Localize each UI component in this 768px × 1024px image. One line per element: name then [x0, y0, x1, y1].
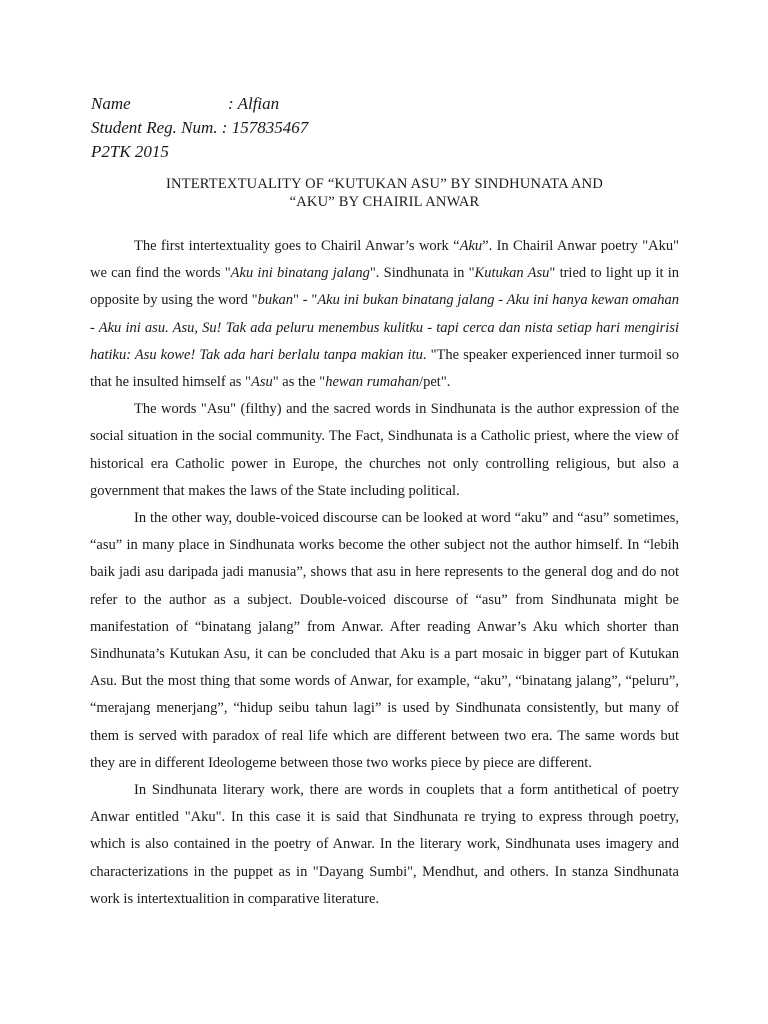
p1-text-4: " tried to light up it in opposite by using the word ": [90, 265, 680, 309]
p1-text-1: The first intertextuality goes to Chairil Anwar’s work “: [134, 238, 460, 254]
name-label: Name: [91, 94, 131, 113]
title-line-2: “AKU” BY CHAIRIL ANWAR: [289, 194, 480, 210]
paragraph-3: In the other way, double-voiced discourse can be looked at word “aku” and “asu” sometimes, “asu” in many place in Sindhunata works become the other subject not the author himself. In “lebih baik jadi asu daripada jadi manusia”, shows that asu in here represents to the general dog and do not refer to the author as a subject. Double-voiced discourse of “asu” from Sindhunata might be manifestation of “binatang jalang” from Anwar. After reading Anwar’s Aku which shorter than Sindhunata’s Kutukan Asu, it can be concluded that Aku is a part mosaic in bigger part of Kutukan Asu. But the most thing that some words of Anwar, for example, “aku”, “binatang jalang”, “peluru”, “merajang menerjang”, “hidup seibu tahun lagi” is used by Sindhunata consistently, but many of them is served with paradox of real life which are different between two era. The same words but they are in different Ideologeme between those two works piece by piece are different.: [90, 510, 679, 771]
p1-italic-1: Aku: [459, 238, 483, 254]
name-value: : Alfian: [228, 94, 280, 113]
p1-text-6: . "The speaker experienced inner turmoil so that he insulted himself as ": [90, 346, 679, 391]
p1-italic-4: bukan: [257, 292, 294, 309]
document-body: [90, 233, 679, 913]
p1-italic-5: Aku ini bukan binatang jalang - Aku ini hanya kewan omahan - Aku ini asu. Asu, Su! Tak ada peluru menembus kulitku - tapi cerca dan nista setiap hari mengirisi hatiku: Asu kowe! Tak ada hari berlalu tanpa makian itu: [90, 292, 679, 363]
student-reg-row: Student Reg. Num. : 157835467: [91, 118, 309, 137]
title-line-1: INTERTEXTUALITY OF “KUTUKAN ASU” BY SINDHUNATA AND: [165, 176, 604, 192]
p1-text-7: " as the ": [272, 374, 326, 391]
program-label: P2TK 2015: [91, 142, 169, 161]
p1-italic-7: hewan rumahan: [325, 374, 420, 391]
paragraph-2: The words "Asu" (filthy) and the sacred words in Sindhunata is the author expression of the social situation in the social community. The Fact, Sindhunata is a Catholic priest, where the view of historical era Catholic power in Europe, the churches not only controlling religious, but also a government that makes the laws of the State including political.: [90, 401, 679, 499]
paragraph-4: In Sindhunata literary work, there are words in couplets that a form antithetical of poetry Anwar entitled "Aku". In this case it is said that Sindhunata re trying to express through poetry, which is also contained in the poetry of Anwar. In the literary work, Sindhunata uses imagery and characterizations in the puppet as in "Dayang Sumbi", Mendhut, and others. In stanza Sindhunata work is intertextualition in comparative literature.: [90, 782, 679, 907]
p1-italic-2: Aku ini binatang jalang: [230, 265, 370, 282]
p1-text-3: ". Sindhunata in ": [369, 265, 475, 282]
document-title: [90, 175, 679, 211]
p1-text-2: ”. In Chairil Anwar poetry "Aku" we can find the words ": [90, 238, 680, 282]
p1-italic-3: Kutukan Asu: [474, 265, 550, 282]
paragraph-1: [90, 233, 679, 396]
p1-text-5: " - ": [293, 292, 318, 309]
p1-italic-6: Asu: [250, 374, 273, 391]
name-row: [91, 92, 308, 116]
p1-text-8: /pet".: [419, 374, 451, 391]
student-info: [91, 92, 308, 164]
